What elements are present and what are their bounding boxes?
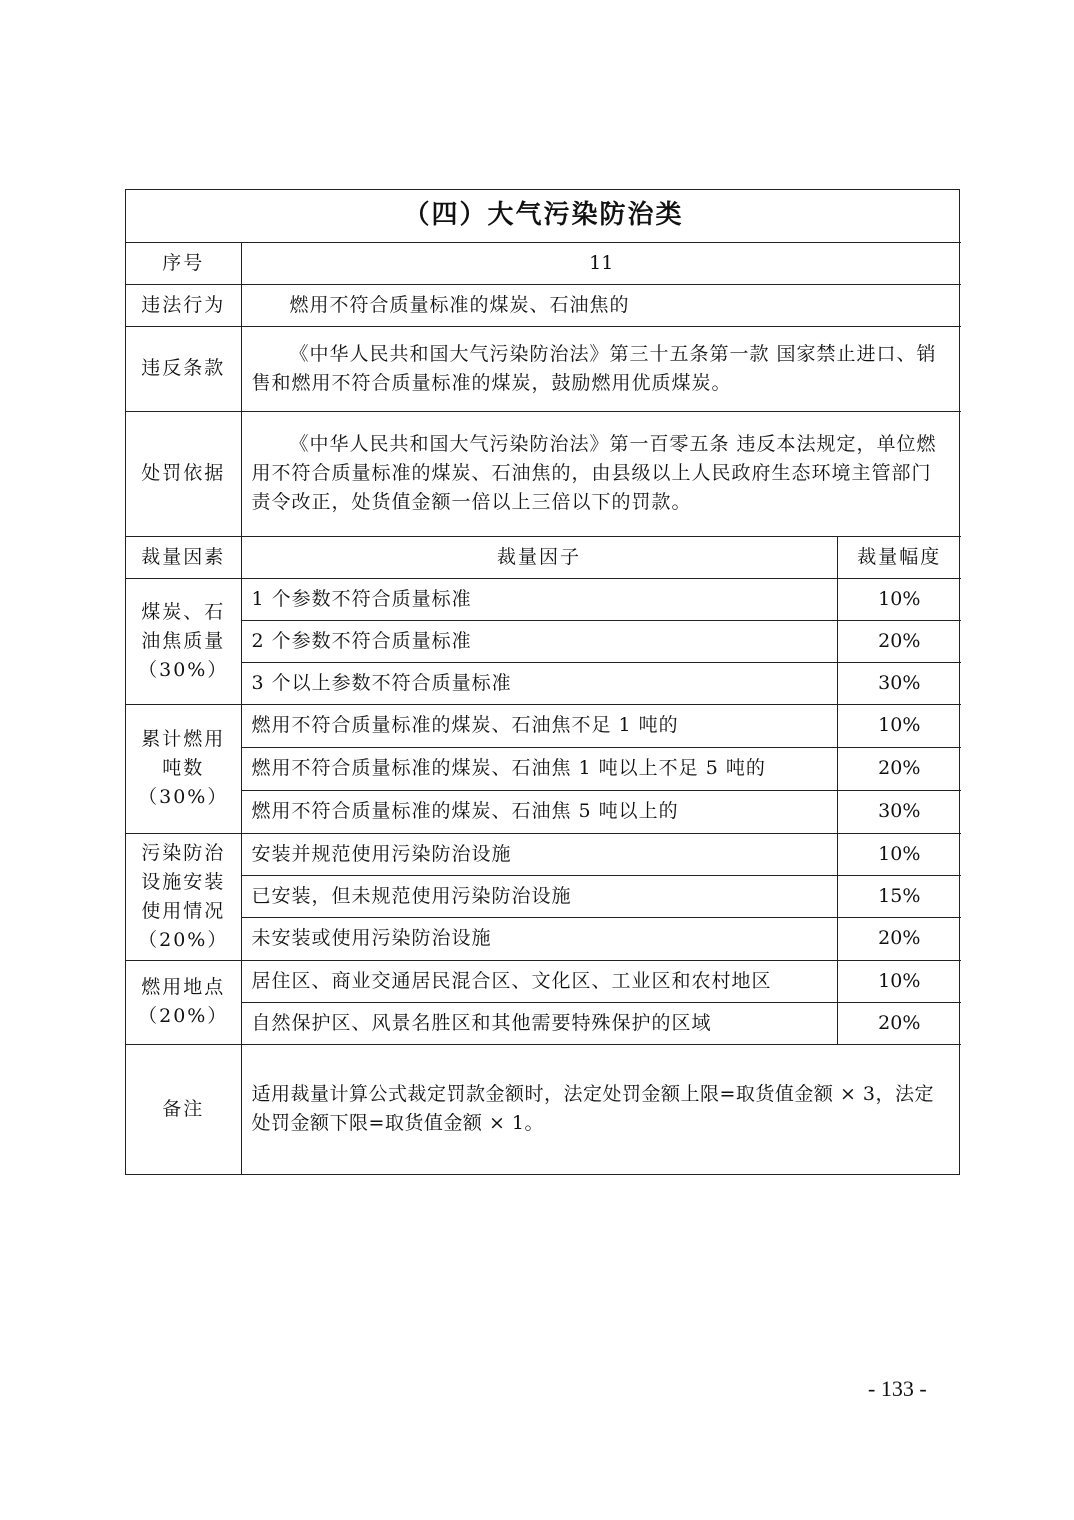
factor-name: 污染防治设施安装使用情况 bbox=[141, 841, 226, 922]
serial-label: 序号 bbox=[126, 242, 241, 284]
factor-percent: 10% bbox=[837, 833, 961, 875]
violation-label: 违法行为 bbox=[126, 284, 241, 326]
factor-item: 居住区、商业交通居民混合区、文化区、工业区和农村地区 bbox=[241, 960, 837, 1002]
factor-group-label bbox=[126, 960, 241, 1044]
clause-value: 《中华人民共和国大气污染防治法》第三十五条第一款 国家禁止进口、销售和燃用不符合质量标准的煤炭，鼓励燃用优质煤炭。 bbox=[241, 326, 961, 411]
factor-item: 3 个以上参数不符合质量标准 bbox=[241, 662, 837, 704]
factor-percent: 15% bbox=[837, 875, 961, 917]
table-title: （四）大气污染防治类 bbox=[126, 190, 961, 242]
note-label: 备注 bbox=[126, 1044, 241, 1174]
factor-percent: 10% bbox=[837, 704, 961, 747]
factor-item: 自然保护区、风景名胜区和其他需要特殊保护的区域 bbox=[241, 1002, 837, 1044]
clause-label: 违反条款 bbox=[126, 326, 241, 411]
factor-item: 已安装，但未规范使用污染防治设施 bbox=[241, 875, 837, 917]
factor-name: 累计燃用吨数 bbox=[141, 728, 226, 779]
factor-group-label bbox=[126, 704, 241, 833]
penalty-basis-label: 处罚依据 bbox=[126, 411, 241, 536]
factor-item: 1 个参数不符合质量标准 bbox=[241, 578, 837, 620]
factor-weight: （20%） bbox=[138, 928, 229, 951]
factor-percent: 30% bbox=[837, 790, 961, 833]
factor-item: 未安装或使用污染防治设施 bbox=[241, 917, 837, 960]
factor-item: 燃用不符合质量标准的煤炭、石油焦 1 吨以上不足 5 吨的 bbox=[241, 747, 837, 790]
factor-percent: 20% bbox=[837, 747, 961, 790]
header-factor: 裁量因素 bbox=[126, 536, 241, 578]
serial-value: 11 bbox=[241, 242, 961, 284]
factor-item: 燃用不符合质量标准的煤炭、石油焦 5 吨以上的 bbox=[241, 790, 837, 833]
factor-name: 煤炭、石油焦质量 bbox=[141, 600, 226, 652]
factor-item: 2 个参数不符合质量标准 bbox=[241, 620, 837, 662]
factor-percent: 20% bbox=[837, 1002, 961, 1044]
factor-weight: （20%） bbox=[138, 1005, 229, 1027]
factor-weight: （30%） bbox=[138, 658, 229, 681]
note-value: 适用裁量计算公式裁定罚款金额时，法定处罚金额上限=取货值金额 × 3，法定处罚金额下限=取货值金额 × 1。 bbox=[241, 1044, 961, 1174]
violation-value: 燃用不符合质量标准的煤炭、石油焦的 bbox=[241, 284, 961, 326]
penalty-basis-value: 《中华人民共和国大气污染防治法》第一百零五条 违反本法规定，单位燃用不符合质量标准的煤炭、石油焦的，由县级以上人民政府生态环境主管部门责令改正，处货值金额一倍以上三倍以下的罚款。 bbox=[241, 411, 961, 536]
factor-item: 燃用不符合质量标准的煤炭、石油焦不足 1 吨的 bbox=[241, 704, 837, 747]
factor-percent: 20% bbox=[837, 917, 961, 960]
factor-group-label bbox=[126, 833, 241, 960]
page-number: - 133 - bbox=[868, 1376, 927, 1401]
factor-percent: 10% bbox=[837, 960, 961, 1002]
factor-weight: （30%） bbox=[138, 786, 229, 808]
header-item: 裁量因子 bbox=[241, 536, 837, 578]
factor-percent: 10% bbox=[837, 578, 961, 620]
factor-name: 燃用地点 bbox=[141, 976, 226, 998]
header-range: 裁量幅度 bbox=[837, 536, 961, 578]
discretion-standard-table bbox=[125, 189, 960, 1175]
factor-percent: 30% bbox=[837, 662, 961, 704]
factor-group-label bbox=[126, 578, 241, 704]
factor-item: 安装并规范使用污染防治设施 bbox=[241, 833, 837, 875]
factor-percent: 20% bbox=[837, 620, 961, 662]
